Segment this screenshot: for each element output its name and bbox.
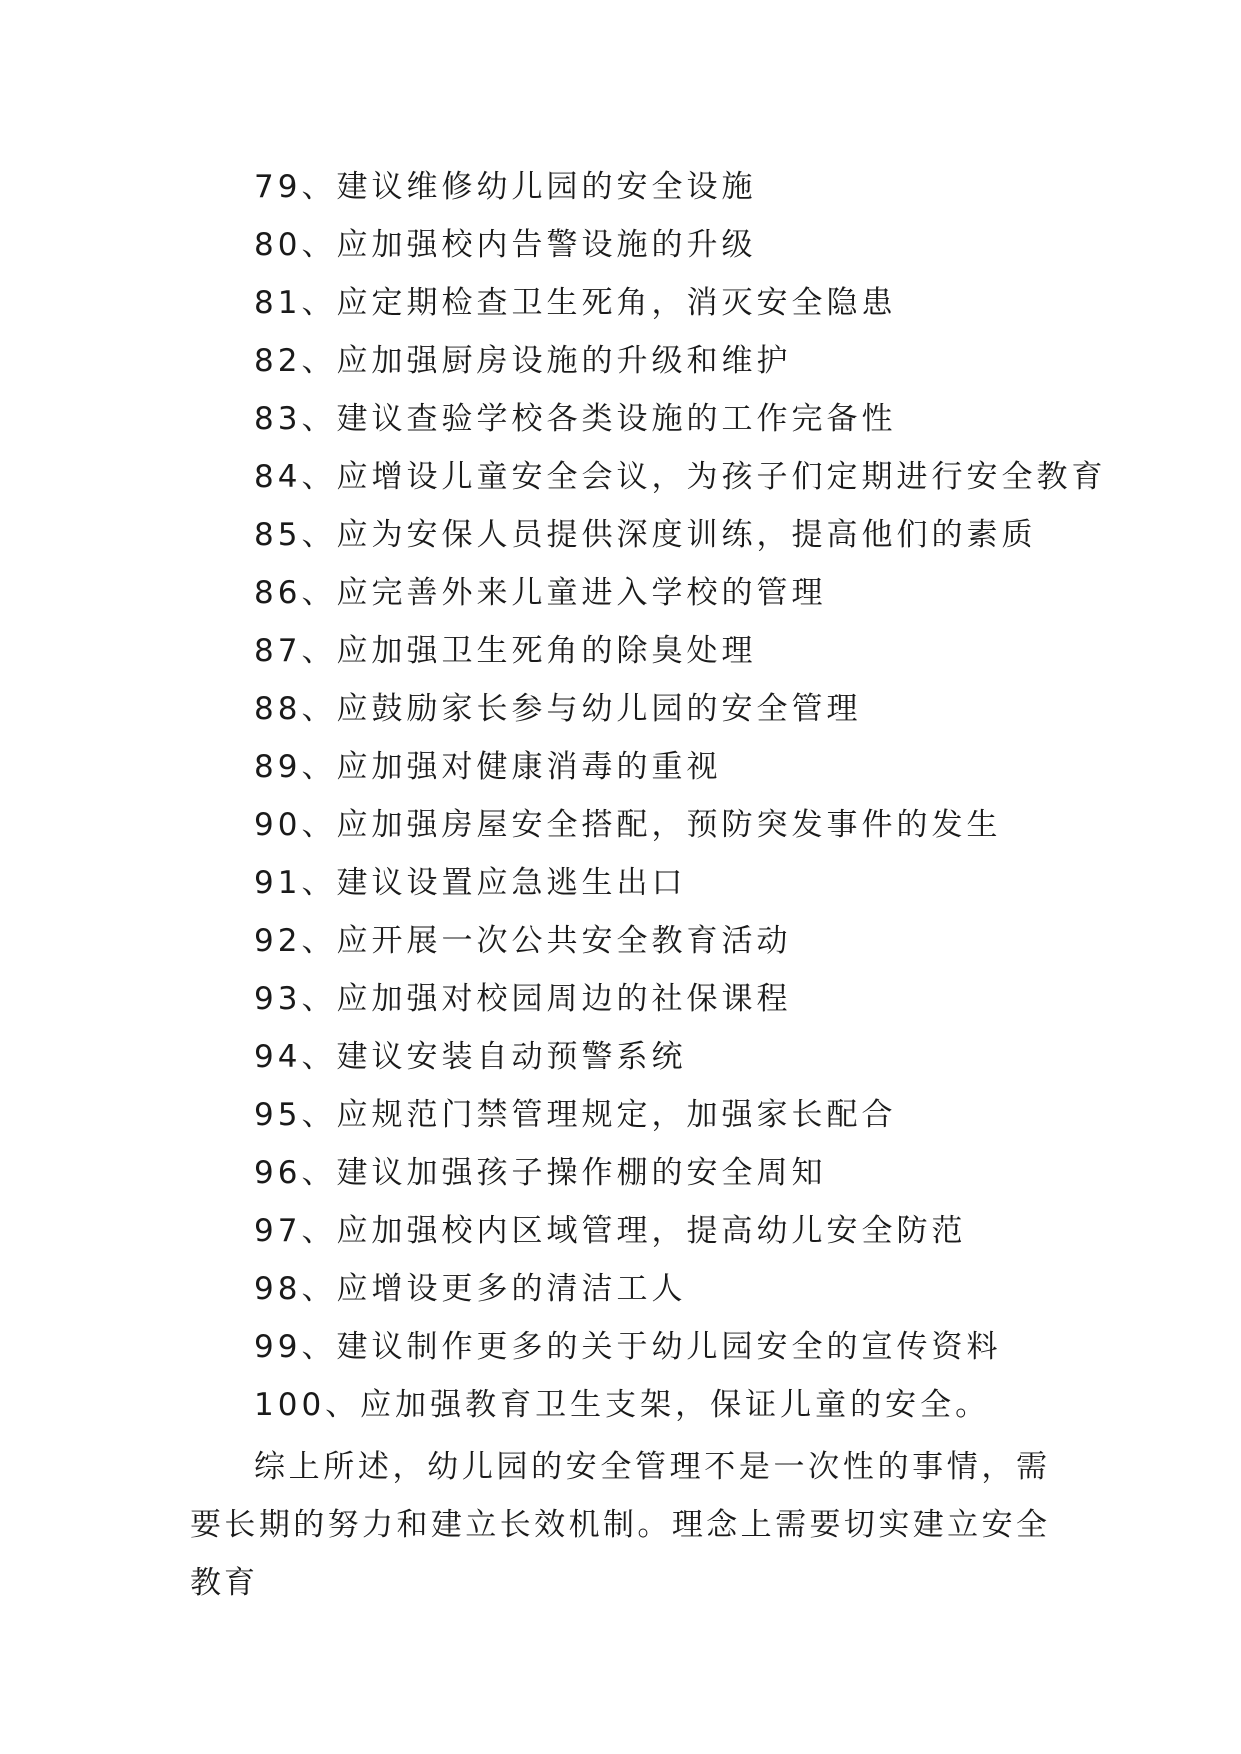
- list-item: 96、建议加强孩子操作棚的安全周知: [254, 1155, 827, 1191]
- list-item: 90、应加强房屋安全搭配，预防突发事件的发生: [254, 807, 1002, 843]
- list-item: 80、应加强校内告警设施的升级: [254, 227, 757, 263]
- summary-paragraph: 综上所述，幼儿园的安全管理不是一次性的事情，需要长期的努力和建立长效机制。理念上需要切实建立安全教育: [190, 1449, 1050, 1601]
- list-item: 84、应增设儿童安全会议，为孩子们定期进行安全教育: [254, 459, 1107, 495]
- list-item: 81、应定期检查卫生死角，消灭安全隐患: [254, 285, 897, 321]
- list-item: 95、应规范门禁管理规定，加强家长配合: [254, 1097, 897, 1133]
- list-item: 79、建议维修幼儿园的安全设施: [254, 169, 757, 205]
- list-item: 98、应增设更多的清洁工人: [254, 1271, 687, 1307]
- list-item: 99、建议制作更多的关于幼儿园安全的宣传资料: [254, 1329, 1002, 1365]
- suggestion-list: [254, 158, 1106, 1434]
- list-item: 97、应加强校内区域管理，提高幼儿安全防范: [254, 1213, 967, 1249]
- list-item: 100、应加强教育卫生支架，保证儿童的安全。: [254, 1387, 991, 1423]
- list-item: 86、应完善外来儿童进入学校的管理: [254, 575, 827, 611]
- list-item: 92、应开展一次公共安全教育活动: [254, 923, 792, 959]
- list-item: 89、应加强对健康消毒的重视: [254, 749, 722, 785]
- list-item: 91、建议设置应急逃生出口: [254, 865, 687, 901]
- list-item: 83、建议查验学校各类设施的工作完备性: [254, 401, 897, 437]
- list-item: 85、应为安保人员提供深度训练，提高他们的素质: [254, 517, 1037, 553]
- list-item: 87、应加强卫生死角的除臭处理: [254, 633, 757, 669]
- list-item: 94、建议安装自动预警系统: [254, 1039, 687, 1075]
- list-item: 88、应鼓励家长参与幼儿园的安全管理: [254, 691, 862, 727]
- list-item: 93、应加强对校园周边的社保课程: [254, 981, 792, 1017]
- list-item: 82、应加强厨房设施的升级和维护: [254, 343, 792, 379]
